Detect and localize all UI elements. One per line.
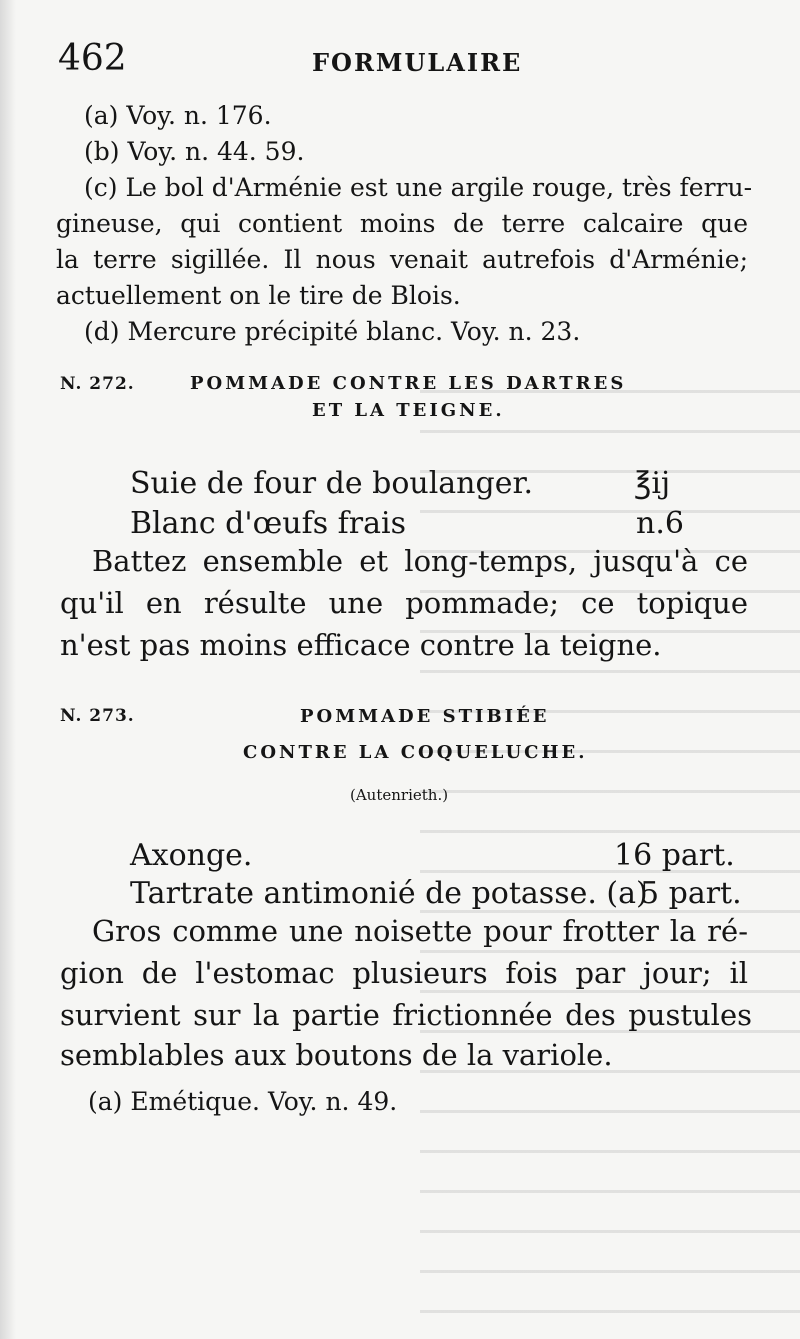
recipe-273-instructions-line4: semblables aux boutons de la variole. [60,1038,613,1072]
note-d: (d) Mercure précipité blanc. Voy. n. 23. [84,317,581,346]
recipe-273-author: (Autenrieth.) [350,786,449,804]
recipe-272-ingredient-2-quantity: n.6 [636,506,684,541]
note-c-line4: actuellement on le tire de Blois. [56,281,461,310]
page-number: 462 [58,38,127,79]
recipe-273-number: N. 273. [60,706,135,726]
recipe-273-ingredient-1-quantity: 16 part. [614,838,735,873]
recipe-273-title-line2: CONTRE LA COQUELUCHE. [243,742,588,763]
recipe-273-ingredient-1-name: Axonge. [130,838,253,873]
recipe-273-instructions-line2: gion de l'estomac plusieurs fois par jour; il [60,956,748,990]
recipe-272-title-line1: POMMADE CONTRE LES DARTRES [190,373,627,394]
recipe-273-title-line1: POMMADE STIBIÉE [300,706,550,727]
note-c-line2: gineuse, qui contient moins de terre calcaire que [56,209,748,238]
recipe-272-ingredient-1-name: Suie de four de boulanger. [130,466,534,501]
running-title: FORMULAIRE [312,48,523,77]
recipe-272-ingredient-1-quantity: ℥ij [634,466,671,501]
recipe-272-instructions-line1: Battez ensemble et long-temps, jusqu'à ce [92,544,748,578]
recipe-273-instructions-line3: survient sur la partie frictionnée des pustules [60,998,752,1032]
recipe-272-number: N. 272. [60,374,135,394]
recipe-273-footnote: (a) Emétique. Voy. n. 49. [88,1087,398,1116]
note-b: (b) Voy. n. 44. 59. [84,137,305,166]
recipe-272-instructions-line2: qu'il en résulte une pommade; ce topique [60,586,748,620]
recipe-273-ingredient-2-name: Tartrate antimonié de potasse. (a) [130,876,648,911]
recipe-272-title-line2: ET LA TEIGNE. [312,400,505,421]
bleed-through-texture [420,360,800,1339]
note-c-line3: la terre sigillée. Il nous venait autrefois d'Arménie; [56,245,748,274]
recipe-272-instructions-line3: n'est pas moins efficace contre la teigne. [60,628,662,662]
recipe-273-ingredient-2-quantity: 5 part. [640,876,742,911]
recipe-273-instructions-line1: Gros comme une noisette pour frotter la ré- [92,914,748,948]
note-a: (a) Voy. n. 176. [84,101,272,130]
recipe-272-ingredient-2-name: Blanc d'œufs frais [130,506,406,541]
note-c-line1: (c) Le bol d'Arménie est une argile rouge, très ferru- [84,173,753,202]
